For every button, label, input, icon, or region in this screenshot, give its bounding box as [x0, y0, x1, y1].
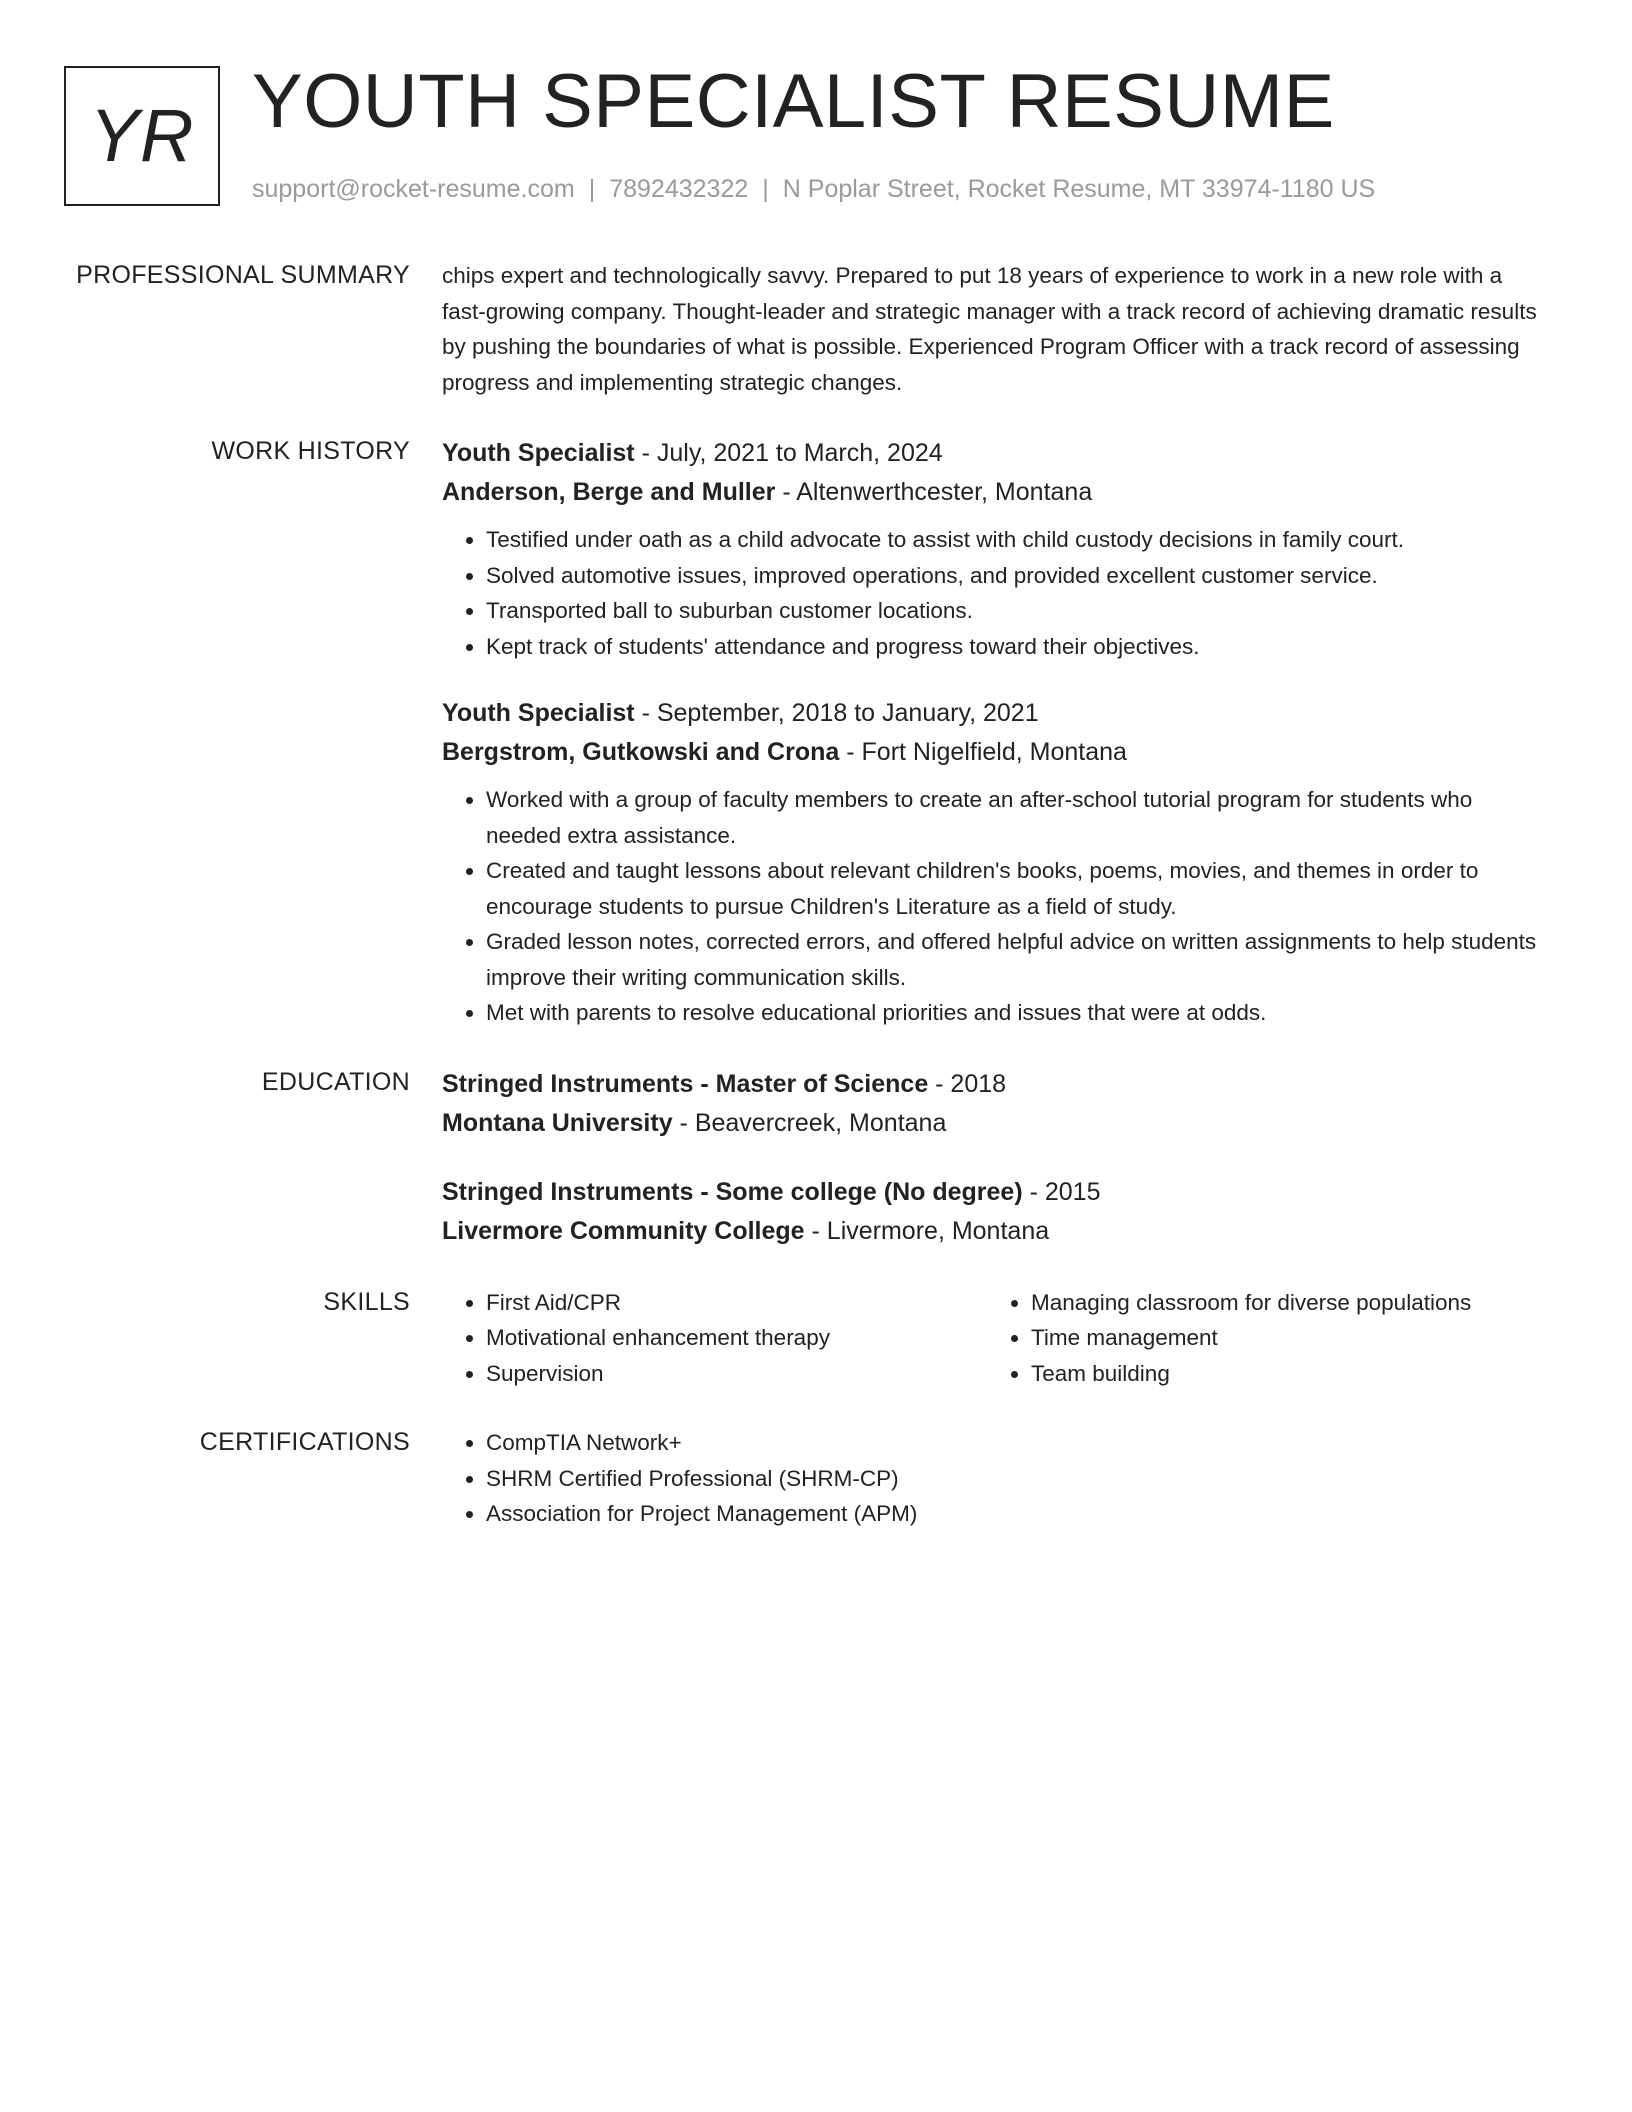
- contact-phone: 7892432322: [609, 175, 749, 203]
- section-body: [442, 258, 1542, 400]
- section-body: [442, 1065, 1542, 1251]
- monogram-initials: YR: [89, 94, 195, 177]
- list-item: • CompTIA Network+: [486, 1425, 1542, 1461]
- contact-address: N Poplar Street, Rocket Resume, MT 33974-1180 US: [782, 175, 1376, 203]
- education-school-line: [442, 1104, 1542, 1143]
- job-company: Bergstrom, Gutkowski and Crona: [442, 738, 840, 766]
- section-professional-summary: [0, 258, 1632, 400]
- job-entry: [442, 434, 1542, 664]
- skills-list: [987, 1285, 1532, 1392]
- resume-title: YOUTH SPECIALIST RESUME: [252, 59, 1335, 144]
- education-entry: [442, 1065, 1542, 1143]
- skills-column-left: [442, 1285, 987, 1392]
- list-item: • Met with parents to resolve educational priorities and issues that were at odds.: [486, 995, 1542, 1031]
- education-school: Montana University: [442, 1108, 673, 1137]
- list-item: • Team building: [1031, 1356, 1532, 1392]
- job-company-line: [442, 733, 1542, 772]
- section-body: [442, 434, 1542, 1031]
- education-year: - 2015: [1022, 1177, 1101, 1206]
- list-item: • Graded lesson notes, corrected errors, and offered helpful advice on written assignments to help students improve their writing communication skills.: [486, 924, 1542, 995]
- list-item: • Managing classroom for diverse populations: [1031, 1285, 1532, 1321]
- list-item: • Transported ball to suburban customer locations.: [486, 593, 1542, 629]
- section-label: SKILLS: [323, 1287, 410, 1316]
- list-item: • Testified under oath as a child advocate to assist with child custody decisions in family court.: [486, 522, 1542, 558]
- education-degree-line: [442, 1173, 1542, 1212]
- education-year: - 2018: [928, 1069, 1007, 1098]
- job-dates: - July, 2021 to March, 2024: [634, 439, 943, 467]
- education-school: Livermore Community College: [442, 1216, 805, 1245]
- section-body: [442, 1425, 1542, 1532]
- skills-list: [442, 1285, 987, 1392]
- section-work-history: [0, 434, 1632, 1031]
- skills-column-right: [987, 1285, 1532, 1392]
- job-company: Anderson, Berge and Muller: [442, 478, 776, 506]
- section-body: [442, 1285, 1542, 1392]
- education-degree: Stringed Instruments - Master of Science: [442, 1069, 929, 1098]
- list-item: • Worked with a group of faculty members to create an after-school tutorial program for students who needed extra assistance.: [486, 782, 1542, 853]
- summary-text: chips expert and technologically savvy. Prepared to put 18 years of experience to work in a new role with a fast-growing company. Thought-leader and strategic manager with a track record of achieving dramatic results by pushing the boundaries of what is possible. Experienced Program Officer with a track record of assessing progress and implementing strategic changes.: [442, 263, 1537, 395]
- list-item: • Solved automotive issues, improved operations, and provided excellent customer service.: [486, 558, 1542, 594]
- job-company-line: [442, 473, 1542, 512]
- monogram-box: [64, 66, 220, 206]
- list-item: • Motivational enhancement therapy: [486, 1320, 987, 1356]
- job-entry: [442, 694, 1542, 1031]
- section-label: CERTIFICATIONS: [199, 1428, 410, 1456]
- job-bullets: [442, 522, 1542, 664]
- education-entry: [442, 1173, 1542, 1251]
- education-location: - Livermore, Montana: [804, 1216, 1050, 1245]
- certifications-list: [442, 1425, 1542, 1532]
- section-label: PROFESSIONAL SUMMARY: [76, 261, 410, 289]
- section-education: [0, 1065, 1632, 1251]
- job-location: - Altenwerthcester, Montana: [775, 478, 1093, 506]
- list-item: • Association for Project Management (APM): [486, 1496, 1542, 1532]
- education-school-line: [442, 1212, 1542, 1251]
- section-certifications: [0, 1425, 1632, 1532]
- contact-line: [252, 172, 1375, 206]
- list-item: • Supervision: [486, 1356, 987, 1392]
- education-location: - Beavercreek, Montana: [672, 1108, 947, 1137]
- skills-grid: [442, 1285, 1542, 1392]
- list-item: • First Aid/CPR: [486, 1285, 987, 1321]
- education-degree-line: [442, 1065, 1542, 1104]
- list-item: • Time management: [1031, 1320, 1532, 1356]
- section-label: EDUCATION: [261, 1067, 410, 1096]
- job-title: Youth Specialist: [442, 699, 635, 727]
- contact-email: support@rocket-resume.com: [252, 175, 575, 203]
- job-title-line: [442, 434, 1542, 473]
- job-dates: - September, 2018 to January, 2021: [634, 699, 1039, 727]
- job-location: - Fort Nigelfield, Montana: [839, 738, 1127, 766]
- section-skills: [0, 1285, 1632, 1392]
- list-item: • Kept track of students' attendance and progress toward their objectives.: [486, 629, 1542, 665]
- list-item: • SHRM Certified Professional (SHRM-CP): [486, 1461, 1542, 1497]
- resume-sections: [0, 258, 1632, 1566]
- job-bullets: [442, 782, 1542, 1031]
- job-title-line: [442, 694, 1542, 733]
- list-item: • Created and taught lessons about relevant children's books, poems, movies, and themes in order to encourage students to pursue Children's Literature as a field of study.: [486, 853, 1542, 924]
- section-label: WORK HISTORY: [211, 437, 410, 465]
- job-title: Youth Specialist: [442, 439, 635, 467]
- education-degree: Stringed Instruments - Some college (No degree): [442, 1177, 1023, 1206]
- contact-separator: |: [762, 175, 769, 203]
- contact-separator: |: [588, 175, 596, 203]
